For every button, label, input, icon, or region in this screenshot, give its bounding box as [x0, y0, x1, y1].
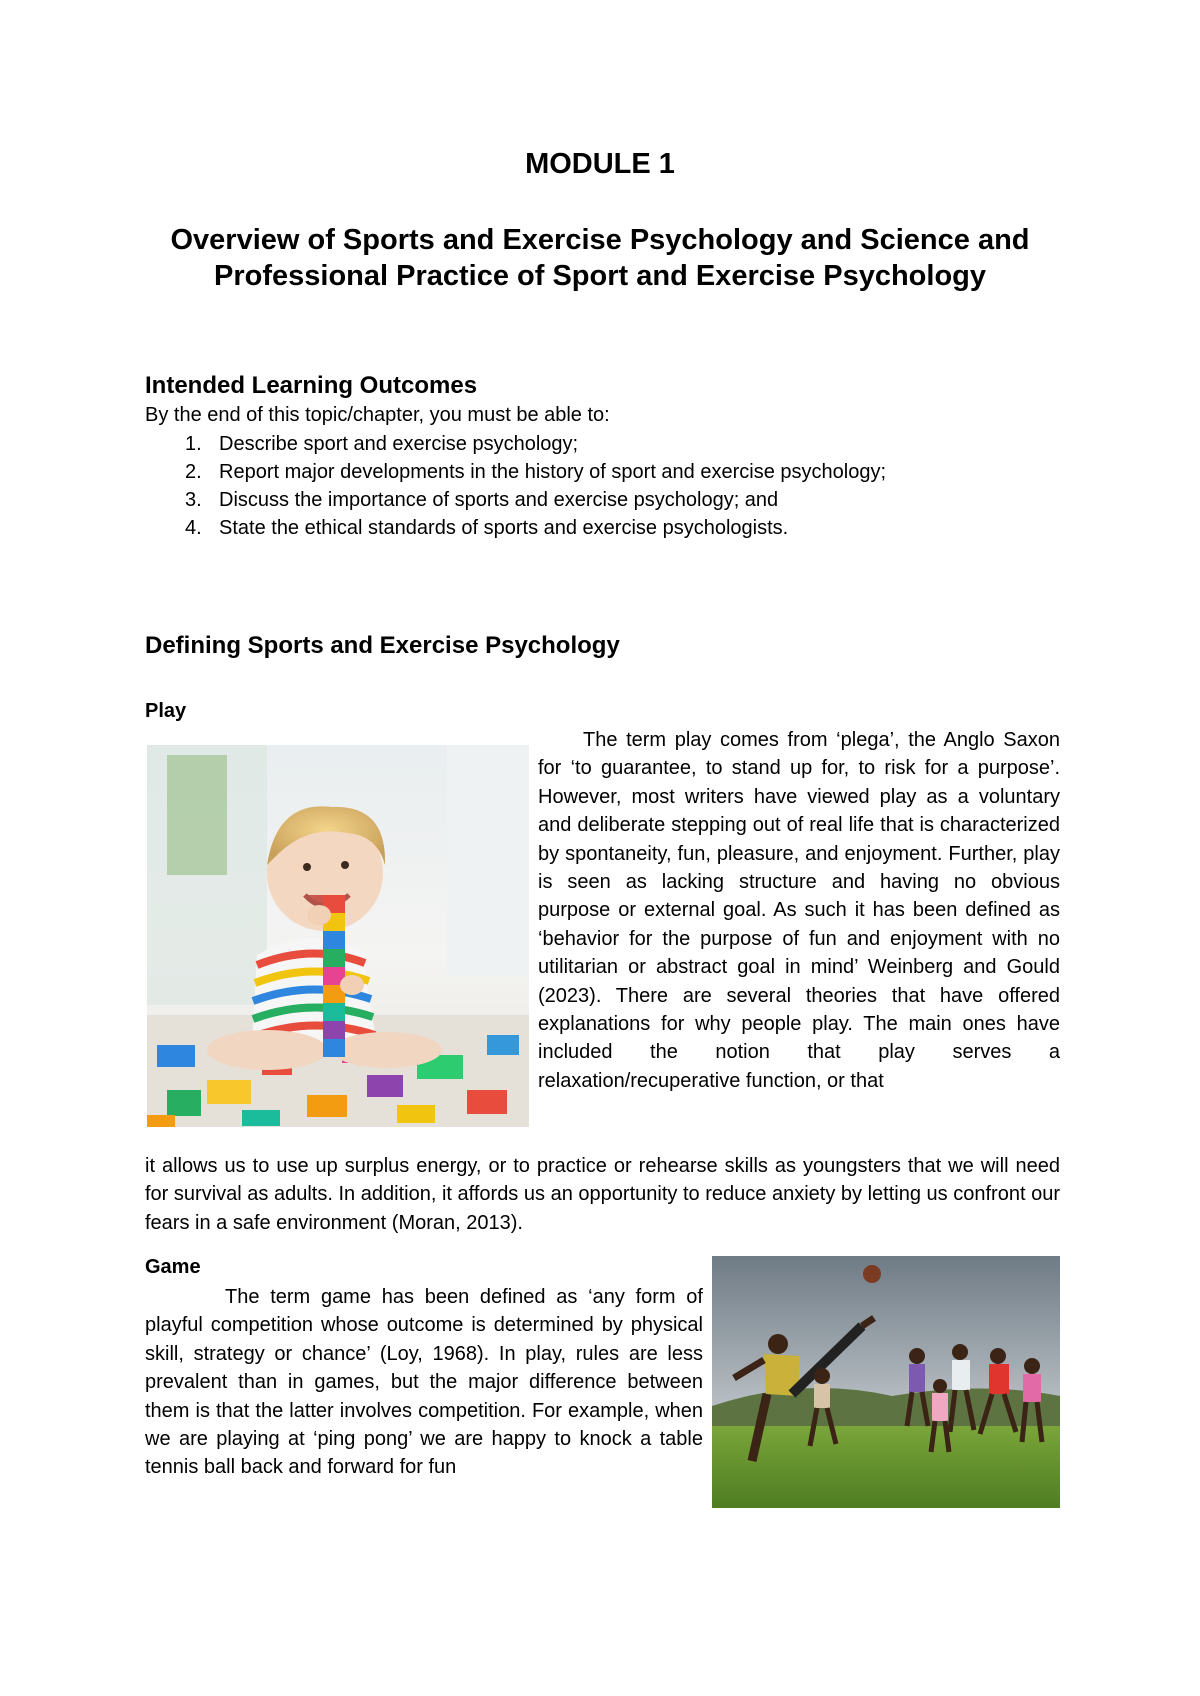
list-number: 2. — [185, 461, 202, 483]
list-item — [145, 430, 1045, 458]
play-heading: Play — [145, 700, 187, 722]
list-text: Discuss the importance of sports and exercise psychology; and — [219, 489, 779, 511]
outcomes-list — [145, 430, 1045, 542]
list-item — [145, 486, 1045, 514]
list-item — [145, 514, 1045, 542]
children-playing-football-image — [712, 1256, 1060, 1508]
list-text: State the ethical standards of sports and exercise psychologists. — [219, 517, 789, 539]
game-paragraph — [145, 1283, 703, 1482]
play-paragraph-wrapped — [538, 726, 1060, 1095]
child-playing-blocks-image — [147, 745, 529, 1127]
outcomes-heading: Intended Learning Outcomes — [145, 372, 478, 399]
game-heading: Game — [145, 1256, 201, 1278]
play-text-wrapped: The term play comes from ‘plega’, the Anglo Saxon for ‘to guarantee, to stand up for, to risk for a purpose’. However, most writers have viewed play as a voluntary and deliberate stepping out of real life that is characterized by spontaneity, fun, pleasure, and enjoyment. Further, play is seen as lacking structure and having no obvious purpose or external goal. As such it has been defined as ‘behavior for the purpose of fun and enjoyment with no utilitarian or abstract goal in mind’ Weinberg and Gould (2023). There are several theories that have offered explanations for why people play. The main ones have included the notion that play serves a relaxation/recuperative function, or that — [538, 729, 1060, 1092]
game-text: The term game has been defined as ‘any form of playful competition whose outcome is determined by physical skill, strategy or chance’ (Loy, 1968). In play, rules are less prevalent than in games, but the major difference between them is that the latter involves competition. For example, when we are playing at ‘ping pong’ we are happy to knock a table tennis ball back and forward for fun — [145, 1286, 703, 1479]
list-number: 3. — [185, 489, 202, 511]
list-number: 4. — [185, 517, 202, 539]
list-item — [145, 458, 1045, 486]
page-title: Overview of Sports and Exercise Psychology and Science and Professional Practice of Sport and Exercise Psychology — [170, 224, 1030, 292]
list-text: Report major developments in the history of sport and exercise psychology; — [219, 461, 887, 483]
list-text: Describe sport and exercise psychology; — [219, 433, 579, 455]
outcomes-intro: By the end of this topic/chapter, you must be able to: — [145, 404, 610, 426]
section-heading: Defining Sports and Exercise Psychology — [145, 632, 620, 659]
module-label: MODULE 1 — [525, 148, 675, 180]
list-number: 1. — [185, 433, 202, 455]
play-paragraph-continued: it allows us to use up surplus energy, or to practice or rehearse skills as youngsters that we will need for survival as adults. In addition, it affords us an opportunity to reduce anxiety by letting us confront our fears in a safe environment (Moran, 2013). — [145, 1155, 1060, 1234]
